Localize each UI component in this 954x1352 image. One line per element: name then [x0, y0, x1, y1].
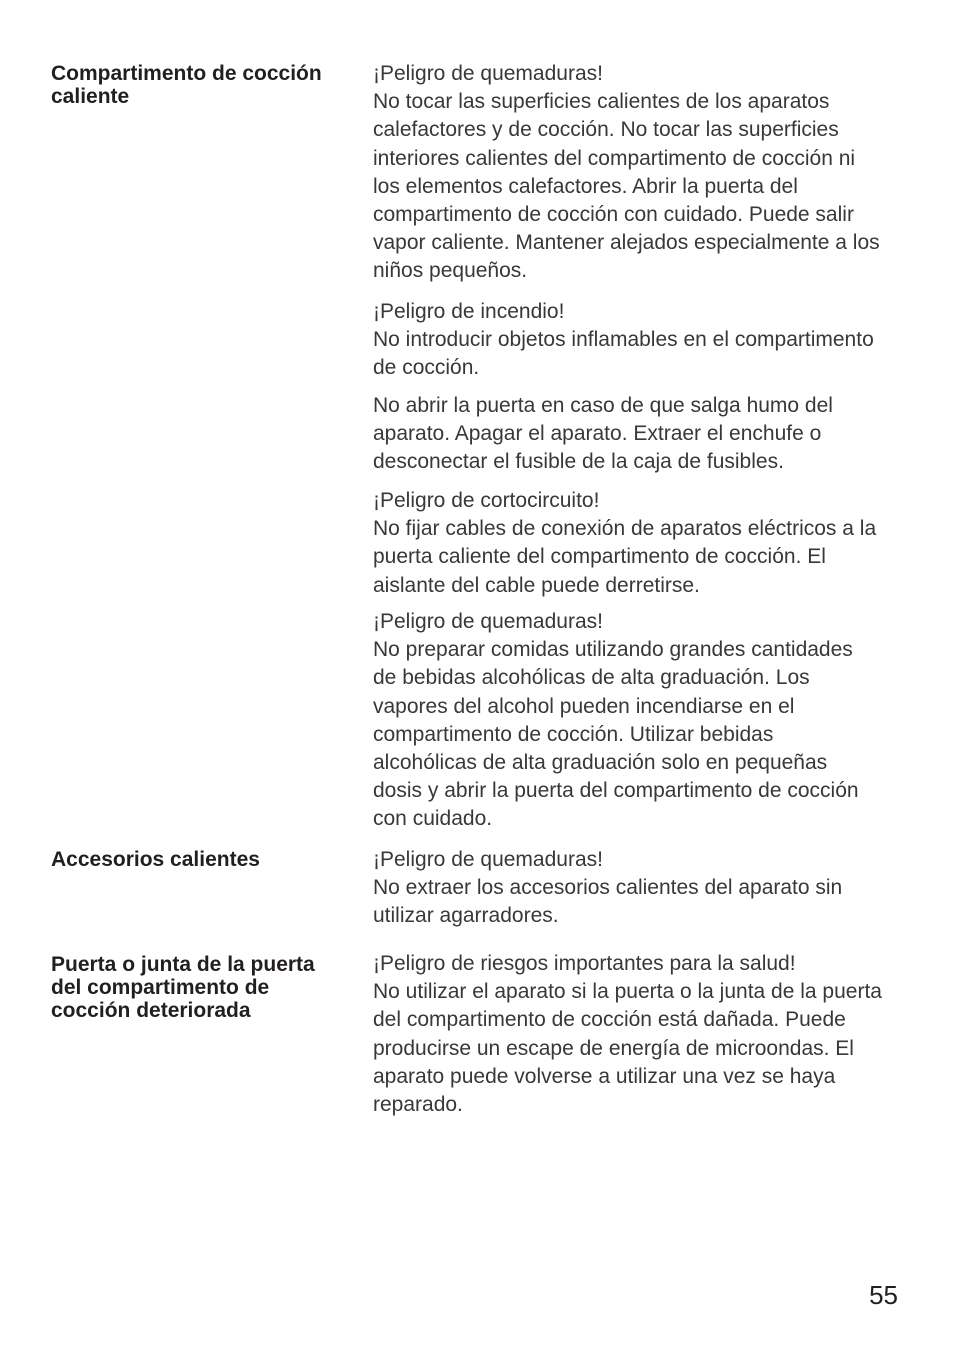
paragraph: ¡Peligro de quemaduras! No tocar las superficies calientes de los aparatos calefactores y de cocción. No tocar las superficies interiores calientes del compartimento de cocción ni los elementos calefactores. Abrir la puerta del compartimento de cocción con cuidado. Puede salir vapor caliente. Mantener alejados especialmente a los niños pequeños.	[373, 62, 880, 283]
paragraph: ¡Peligro de cortocircuito! No fijar cables de conexión de aparatos eléctricos a la puerta caliente del compartimento de cocción. El aislante del cable puede derretirse.	[373, 489, 877, 597]
paragraph: ¡Peligro de riesgos importantes para la salud! No utilizar el aparato si la puerta o la junta de la puerta del compartimento de cocción está dañada. Puede producirse un escape de energía de microondas. El aparato puede volverse a utilizar una vez se haya reparado.	[373, 952, 882, 1117]
page-number: 55	[869, 1280, 898, 1310]
section-heading: Compartimento de cocción caliente	[51, 62, 322, 108]
paragraph: ¡Peligro de incendio! No introducir objetos inflamables en el compartimento de cocción.	[373, 300, 874, 380]
paragraph: No abrir la puerta en caso de que salga humo del aparato. Apagar el aparato. Extraer el enchufe o desconectar el fusible de la caja de fusibles.	[373, 394, 833, 474]
section-heading: Accesorios calientes	[51, 848, 260, 871]
paragraph: ¡Peligro de quemaduras! No extraer los accesorios calientes del aparato sin utilizar agarradores.	[373, 848, 843, 928]
paragraph: ¡Peligro de quemaduras! No preparar comidas utilizando grandes cantidades de bebidas alcohólicas de alta graduación. Los vapores del alcohol pueden incendiarse en el compartimento de cocción. Utilizar bebidas alcohólicas de alta graduación solo en pequeñas dosis y abrir la puerta del compartimento de cocción con cuidado.	[373, 610, 859, 831]
section-heading: Puerta o junta de la puerta del compartimento de cocción deteriorada	[51, 953, 315, 1022]
